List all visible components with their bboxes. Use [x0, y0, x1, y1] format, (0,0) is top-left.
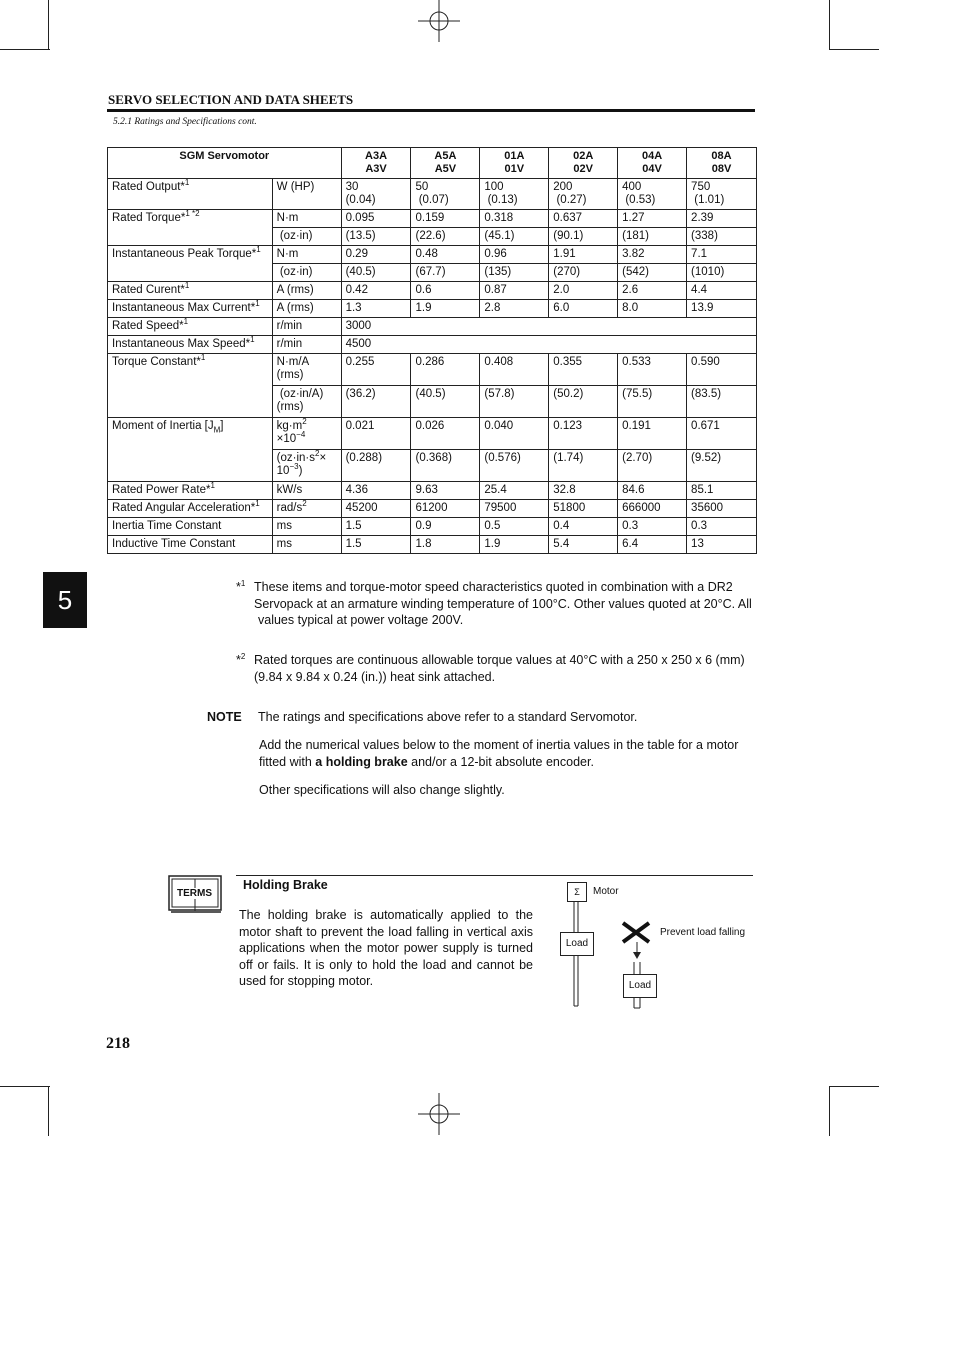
table-row: Rated Angular Acceleration*$^1$ rad/$s^2$ 45200 61200 79500 51800 666000 35600 [108, 500, 757, 518]
crop-mark [48, 1086, 49, 1136]
table-row: (oz·in) (13.5) (22.6) (45.1) (90.1) (181) (338) [108, 228, 757, 246]
terms-body: The holding brake is automatically applied to the motor shaft to prevent the load falling in vertical axis applications when the motor power supply is turned off or fails. It is only to hold the load and cannot be used for stopping motor. [239, 908, 533, 988]
motor-box: Σ [567, 882, 587, 902]
note-label: NOTE [207, 710, 242, 724]
registration-mark-icon [418, 0, 460, 42]
table-row: Torque Constant*$^1$ N·m/A (rms) 0.255 0.286 0.408 0.355 0.533 0.590 [108, 354, 757, 386]
table-row: Rated Output*$^1$ W (HP) 30 (0.04) 50 (0.07) 100 (0.13) 200 (0.27) 400 (0.53) 750 (1.01) [108, 179, 757, 210]
row-unit: W (HP) [272, 179, 341, 210]
registration-mark-icon [418, 1093, 460, 1135]
table-row: Inertia Time Constant ms 1.5 0.9 0.5 0.4 0.3 0.3 [108, 518, 757, 536]
note-paragraph-3: Other specifications will also change slightly. [259, 783, 505, 797]
table-row: Instantaneous Peak Torque*$^1$ N·m 0.29 0.48 0.96 1.91 3.82 7.1 [108, 246, 757, 264]
row-label: Rated Curent*$^1$ [108, 282, 273, 300]
section-subheader: 5.2.1 Ratings and Specifications cont. [113, 117, 257, 127]
row-label: Rated Angular Acceleration*$^1$ [108, 500, 273, 518]
table-row: Inductive Time Constant ms 1.5 1.8 1.9 5.4 6.4 13 [108, 536, 757, 554]
row-label: Instantaneous Max Current*$^1$ [108, 300, 273, 318]
crop-mark [48, 0, 49, 50]
prevent-label: Prevent load falling [660, 927, 746, 938]
model-header: 04A 04V [618, 148, 687, 179]
note-paragraph-1: The ratings and specifications above refer to a standard Servomotor. [258, 710, 638, 724]
table-row: (oz·in) (40.5) (67.7) (135) (270) (542) (1010) [108, 264, 757, 282]
row-label: Rated Torque*$^{1 *2}$ [108, 210, 273, 246]
row-label: Rated Speed*$^1$ [108, 318, 273, 336]
table-row: Instantaneous Max Current*$^1$ A (rms) 1.3 1.9 2.8 6.0 8.0 13.9 [108, 300, 757, 318]
footnote-2: *$^2$ Rated torques are continuous allowable torque values at 40°C with a 250 x 250 x 6 (mm) (9.84 x 9.84 x 0.24 (in.)) heat sink attached. [236, 651, 745, 684]
table-title: SGM Servomotor [108, 148, 342, 179]
motor-label: Motor [593, 886, 619, 897]
footnote-1: *$^1$ These items and torque-motor speed characteristics quoted in combination with a DR2 Servopack at an armature winding temperature of 100°C. Other values quoted at 20°C. All values typical at power voltage 200V. [236, 578, 752, 627]
terms-rule [236, 875, 753, 876]
load-box-attached: Load [560, 932, 594, 956]
crop-mark [829, 1086, 879, 1087]
table-row: ($oz\cdot in\cdot s^2\times$ $10^{-3}$) (0.288) (0.368) (0.576) (1.74) (2.70) (9.52) [108, 450, 757, 482]
row-label: Moment of Inertia $[J_M]$ [108, 418, 273, 482]
note-paragraph-2: Add the numerical values below to the moment of inertia values in the table for a motor fitted with a holding brake and/or a 12-bit absolute encoder. [259, 738, 739, 769]
row-label: Inertia Time Constant [108, 518, 273, 536]
page-number: 218 [106, 1035, 130, 1052]
spec-table [107, 147, 757, 554]
crop-mark [0, 49, 50, 50]
table-row: Rated Curent*$^1$ A (rms) 0.42 0.6 0.87 2.0 2.6 4.4 [108, 282, 757, 300]
load-box-falling: Load [623, 974, 657, 998]
row-label: Instantaneous Peak Torque*$^1$ [108, 246, 273, 282]
crop-mark [829, 49, 879, 50]
chapter-tab: 5 [43, 572, 87, 628]
model-header: 02A 02V [549, 148, 618, 179]
model-header: 08A 08V [687, 148, 757, 179]
row-label: Inductive Time Constant [108, 536, 273, 554]
row-label: Rated Power Rate*$^1$ [108, 482, 273, 500]
table-row: Rated Speed*$^1$ r/min 3000 [108, 318, 757, 336]
table-row: (oz·in/A) (rms) (36.2) (40.5) (57.8) (50.2) (75.5) (83.5) [108, 386, 757, 418]
terms-book-icon: TERMS [168, 875, 224, 913]
header-rule [107, 109, 755, 112]
row-label: Instantaneous Max Speed*$^1$ [108, 336, 273, 354]
table-row: Moment of Inertia $[J_M]$ $kg\cdot m^2$ $\times 10^{-4}$ 0.021 0.026 0.040 0.123 0.191 0.671 [108, 418, 757, 450]
crop-mark [829, 0, 830, 50]
crop-mark [829, 1086, 830, 1136]
table-row: Rated Power Rate*$^1$ kW/s 4.36 9.63 25.4 32.8 84.6 85.1 [108, 482, 757, 500]
crop-mark [0, 1086, 50, 1087]
model-header: A5A A5V [411, 148, 480, 179]
terms-heading: Holding Brake [243, 878, 328, 892]
table-row: Rated Torque*$^{1 *2}$ N·m 0.095 0.159 0.318 0.637 1.27 2.39 [108, 210, 757, 228]
table-row: Instantaneous Max Speed*$^1$ r/min 4500 [108, 336, 757, 354]
model-header: 01A 01V [480, 148, 549, 179]
table-header-row [108, 148, 757, 179]
model-header: A3A A3V [341, 148, 411, 179]
row-label: Torque Constant*$^1$ [108, 354, 273, 418]
section-header: SERVO SELECTION AND DATA SHEETS [108, 92, 354, 107]
row-label: Rated Output*$^1$ [108, 179, 273, 210]
